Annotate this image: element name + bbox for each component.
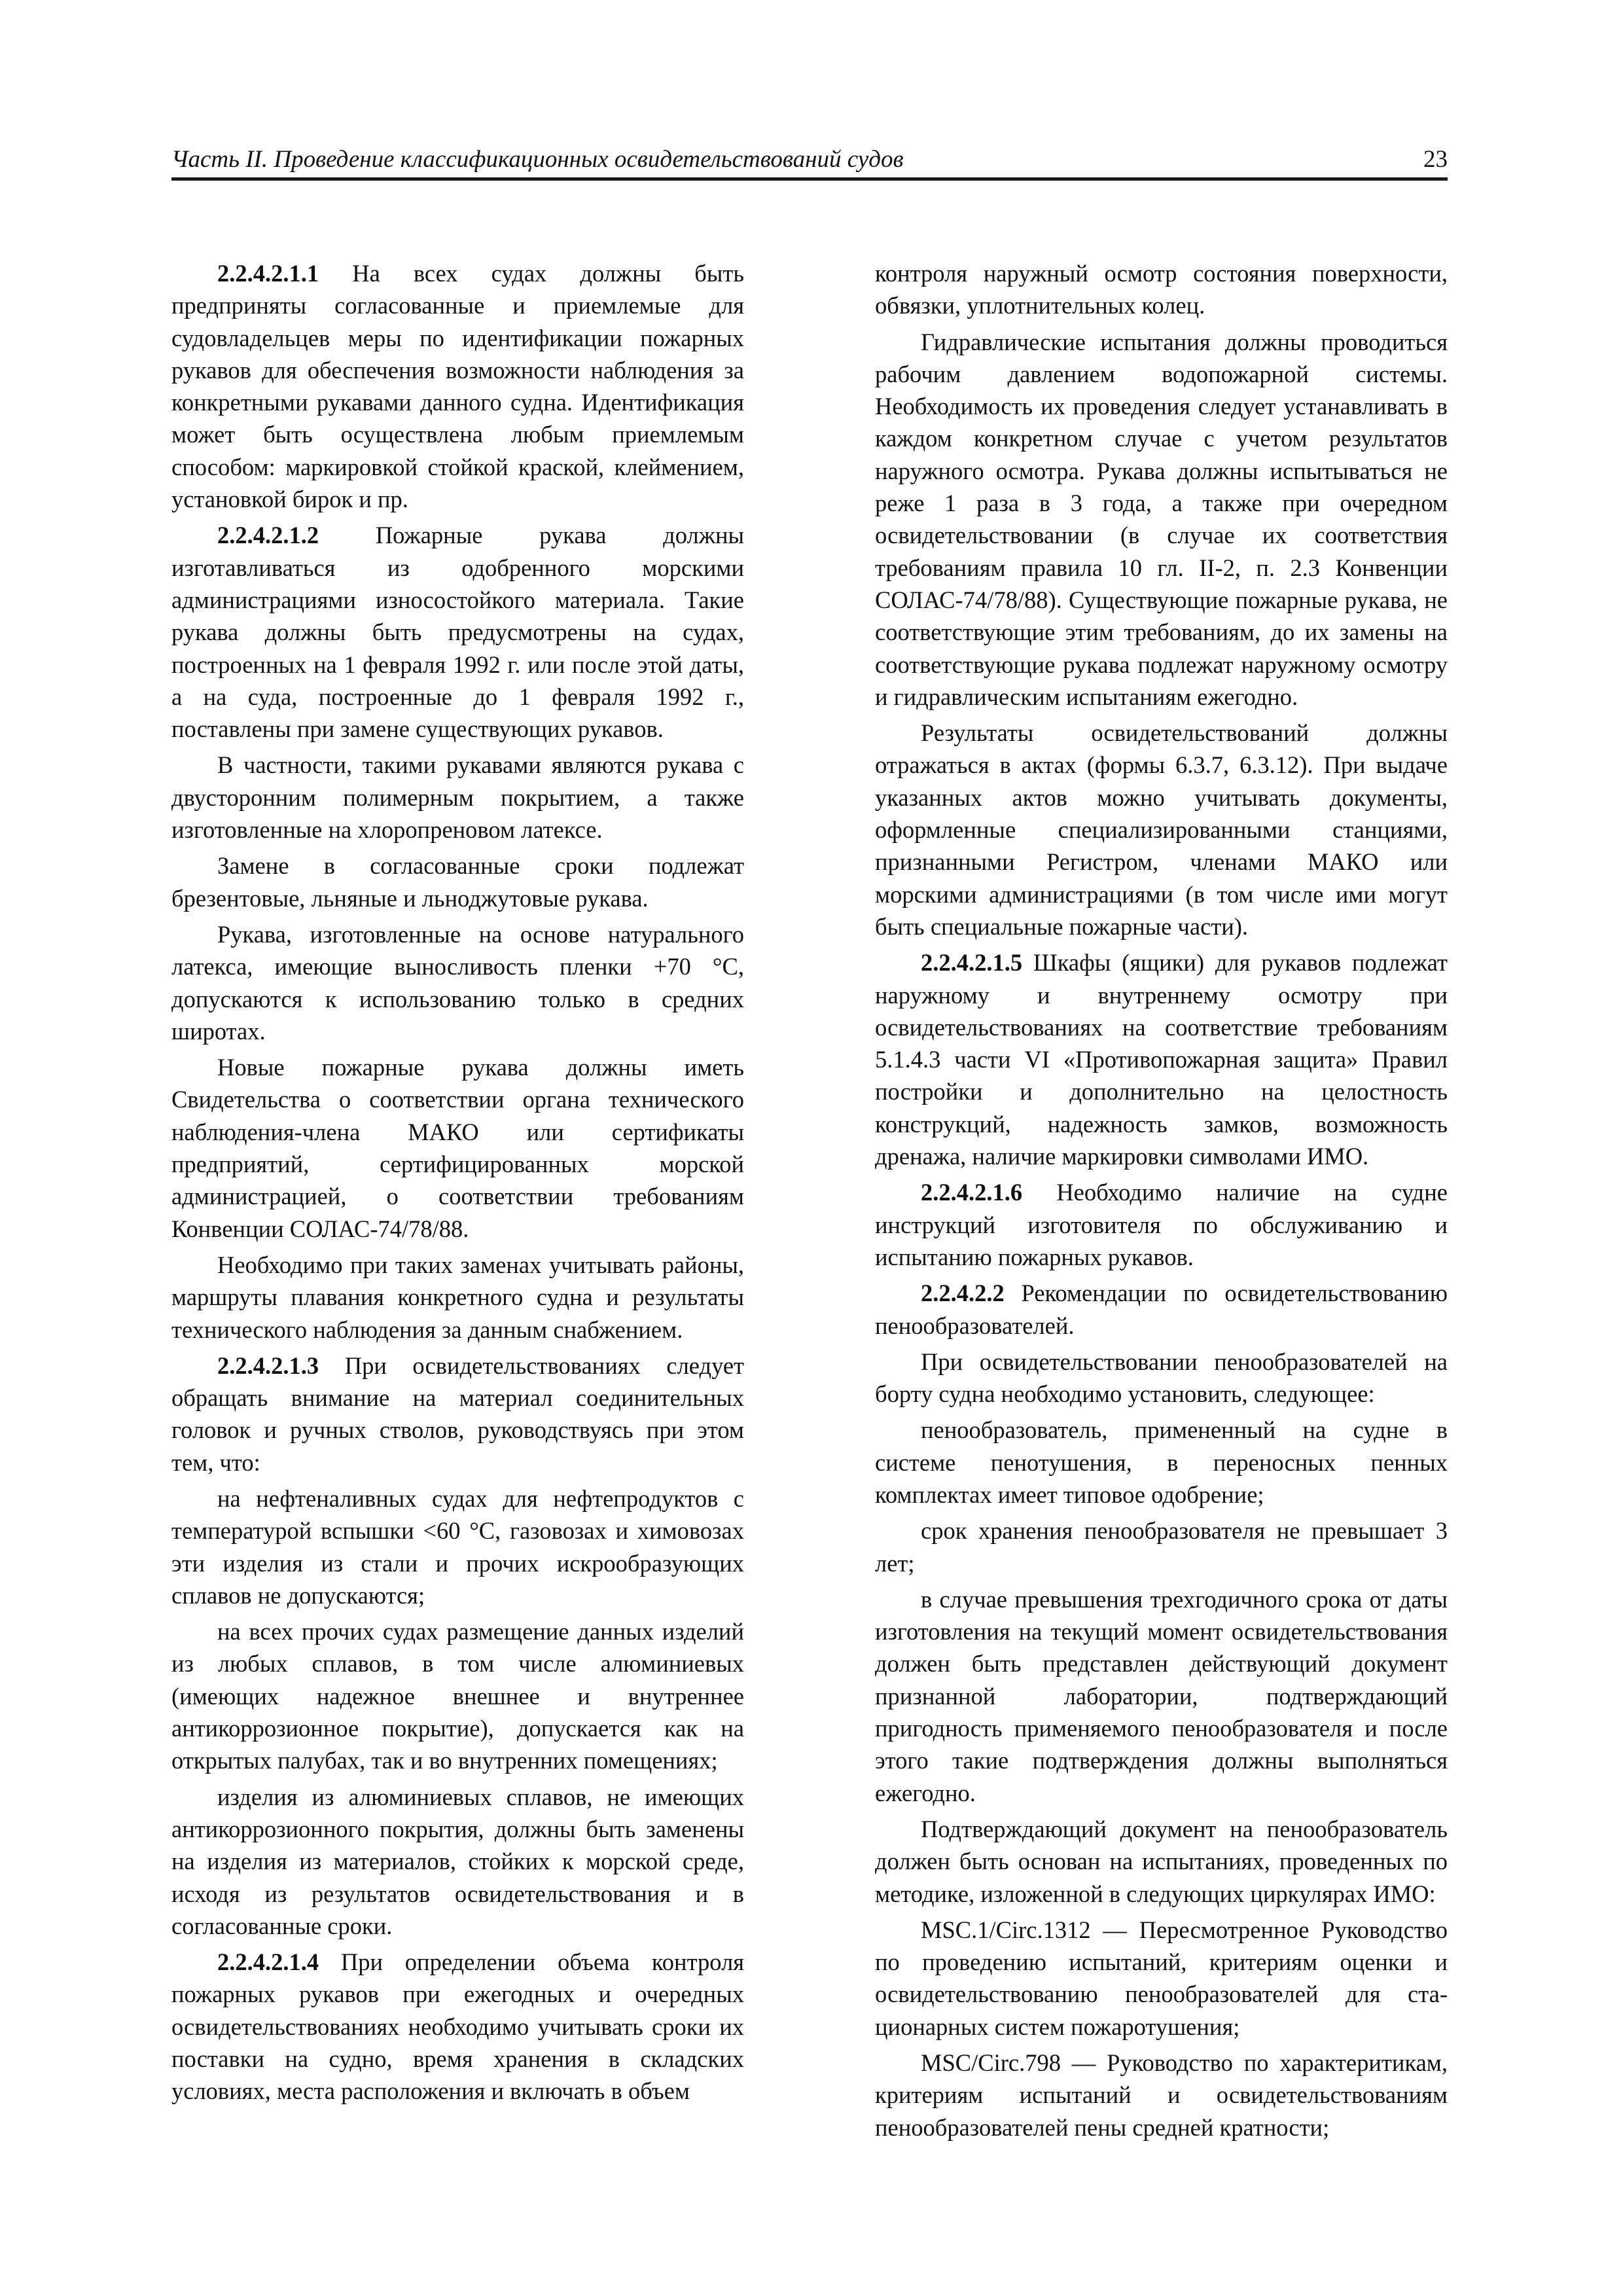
paragraph (875, 1813, 1448, 1910)
paragraph-text: MSC/Circ.798 — Руководство по характеритикам, критериям испытаний и освидетельствованиям пенообразователей пены средней кратности; (875, 2049, 1448, 2141)
list-item (875, 1914, 1448, 2043)
clause-number: 2.2.4.2.1.1 (217, 260, 319, 287)
header-title: Часть II. Проведение классификационных освидетельствований судов (171, 146, 904, 173)
paragraph-text: срок хранения пенообразователя не превышает 3 лет; (875, 1517, 1448, 1577)
paragraph (875, 1277, 1448, 1342)
paragraph-text: Результаты освидетельствований должны отражаться в актах (формы 6.3.7, 6.3.12). При выдаче указанных актов можно учитывать документы, оформленные специализированными станциями, признанными Регистром, членами МАКО или морскими администрациями (в том числе ими могут быть специальные пожарные части). (875, 719, 1448, 940)
paragraph-text: Шкафы (ящики) для рукавов подлежат наружному и внутреннему осмотру при освидетельствованиях на соответствие требованиям 5.1.4.3 части VI «Противопожарная защита» Правил постройки и дополнительно на целостность конструкций, надежность замков, возможность дренажа, наличие маркировки символами ИМО. (875, 949, 1448, 1170)
right-column (875, 257, 1448, 2147)
paragraph (875, 717, 1448, 942)
paragraph (875, 946, 1448, 1172)
paragraph (171, 519, 744, 745)
paragraph-text: В частности, такими рукавами являются рукава с двусторонним полимерным покрытием, а также изготовленные на хлоропреновом латексе. (171, 751, 744, 844)
clause-number: 2.2.4.2.1.5 (921, 949, 1023, 977)
list-item (875, 1583, 1448, 1809)
paragraph-text: При освидетельствовании пенообразователей на борту судна необходимо установить, следующее: (875, 1348, 1448, 1408)
paragraph-text: на всех прочих судах размещение данных изделий из любых сплавов, в том числе алюминиевых (имеющих надежное внешнее и внутреннее антикоррозионное покрытие), допускается как на открытых палубах, так и во внутренних помещениях; (171, 1618, 744, 1774)
header-rule (171, 177, 1448, 181)
paragraph-text: Необходимо наличие на судне инструкций изготовителя по обслуживанию и испытанию пожарных рукавов. (875, 1179, 1448, 1270)
clause-number: 2.2.4.2.1.4 (217, 1948, 319, 1976)
page-number: 23 (1423, 146, 1448, 173)
paragraph-text: на нефтеналивных судах для нефтепродуктов с температурой вспышки <60 °C, газовозах и химовозах эти изделия из стали и прочих искрообразующих сплавов не допускаются; (171, 1484, 744, 1609)
paragraph-text: Пожарные рукава должны изготавливаться из одобренного морскими администрациями износостойкого материала. Такие рукава должны быть предусмотрены на судах, построенных на 1 февраля 1992 г. или после этой даты, а на суда, построенные до 1 февраля 1992 г., поставлены при замене существующих рукавов. (171, 522, 744, 743)
paragraph-text: в случае превышения трехгодичного срока от даты изготовления на текущий момент освидетельствования должен быть представлен действующий документ признанной лаборатории, подтверждающий пригодность применяемого пенообразователя и после этого такие подтверждения должны выполняться ежегодно. (875, 1585, 1448, 1806)
clause-number: 2.2.4.2.1.3 (217, 1352, 319, 1379)
clause-number: 2.2.4.2.2 (921, 1280, 1005, 1307)
paragraph (171, 850, 744, 914)
list-item (875, 1515, 1448, 1579)
paragraph-text: При освидетельствованиях следует обращать внимание на материал соединительных головок и ручных стволов, руководствуясь при этом тем, что: (171, 1352, 744, 1476)
paragraph (171, 1051, 744, 1245)
paragraph-text: Подтверждающий документ на пенообразователь должен быть основан на испытаниях, проведенных по методике, изложенной в следующих циркулярах ИМО: (875, 1815, 1448, 1907)
paragraph-text: изделия из алюминиевых сплавов, не имеющих антикоррозионного покрытия, должны быть заменены на изделия из материалов, стойких к морской среде, исходя из результатов освидетельствования и в согласованные сроки. (171, 1783, 744, 1939)
list-item (171, 1615, 744, 1776)
paragraph (171, 918, 744, 1047)
paragraph (171, 1350, 744, 1479)
list-item (875, 1414, 1448, 1511)
paragraph-text: Рекомендации по освидетельствованию пенообразователей. (875, 1280, 1448, 1339)
clause-number: 2.2.4.2.1.2 (217, 522, 319, 549)
paragraph (875, 1176, 1448, 1273)
clause-number: 2.2.4.2.1.6 (921, 1179, 1023, 1206)
paragraph-text: Гидравлические испытания должны проводиться рабочим давлением водопожарной системы. Необходимость их проведения следует устанавливать в каждом конкретном случае с учетом результатов наружного осмотра. Рукава должны испытываться не реже 1 раза в 3 года, а также при очередном освидетельствовании (в случае их соответствия требованиям правила 10 гл. II-2, п. 2.3 Конвенции СОЛАС-74/78/88). Существующие пожарные рукава, не соответствующие этим требованиям, до их замены на соответствующие рукава подлежат наружному осмотру и гидравлическим испытаниям ежегодно. (875, 328, 1448, 710)
paragraph-text: MSC.1/Circ.1312 — Пересмотренное Руководство по проведению испытаний, критериям оценки и освидетельствованию пенообразователей для ста-ционарных систем пожаротушения; (875, 1916, 1448, 2040)
paragraph-text: контроля наружный осмотр состояния поверхности, обвязки, уплотнительных колец. (875, 260, 1448, 319)
paragraph (171, 257, 744, 515)
paragraph-text: пенообразователь, примененный на судне в системе пенотушения, в переносных пенных комплектах имеет типовое одобрение; (875, 1416, 1448, 1508)
list-item (875, 2047, 1448, 2144)
list-item (171, 1781, 744, 1942)
paragraph-text: Необходимо при таких заменах учитывать районы, маршруты плавания конкретного судна и результаты технического наблюдения за данным снабжением. (171, 1251, 744, 1343)
paragraph (875, 326, 1448, 713)
paragraph-text: Замене в согласованные сроки подлежат брезентовые, льняные и льноджутовые рукава. (171, 852, 744, 912)
paragraph-text: Рукава, изготовленные на основе натурального латекса, имеющие выносливость пленки +70 °C, допускаются к использованию только в средних широтах. (171, 920, 744, 1045)
paragraph (875, 257, 1448, 322)
left-column (171, 257, 744, 2111)
paragraph (171, 1946, 744, 2107)
paragraph-text: На всех судах должны быть предприняты согласованные и приемлемые для судовладельцев меры по идентификации пожарных рукавов для обеспечения возможности наблюдения за конкретными рукавами данного судна. Идентификация может быть осуществлена любым приемлемым способом: маркировкой стойкой краской, клеймением, установкой бирок и пр. (171, 260, 744, 513)
paragraph-text: Новые пожарные рукава должны иметь Свидетельства о соответствии органа технического наблюдения-члена МАКО или сертификаты предприятий, сертифицированных морской администрацией, о соответствии требованиям Конвенции СОЛАС-74/78/88. (171, 1054, 744, 1242)
running-header (171, 145, 1448, 177)
paragraph (171, 749, 744, 846)
paragraph (875, 1346, 1448, 1410)
list-item (171, 1482, 744, 1611)
paragraph (171, 1249, 744, 1346)
paragraph-text: При определении объема контроля пожарных рукавов при ежегодных и очередных освидетельствованиях необходимо учитывать сроки их поставки на судно, время хранения в складских условиях, места расположения и включать в объем (171, 1948, 744, 2105)
